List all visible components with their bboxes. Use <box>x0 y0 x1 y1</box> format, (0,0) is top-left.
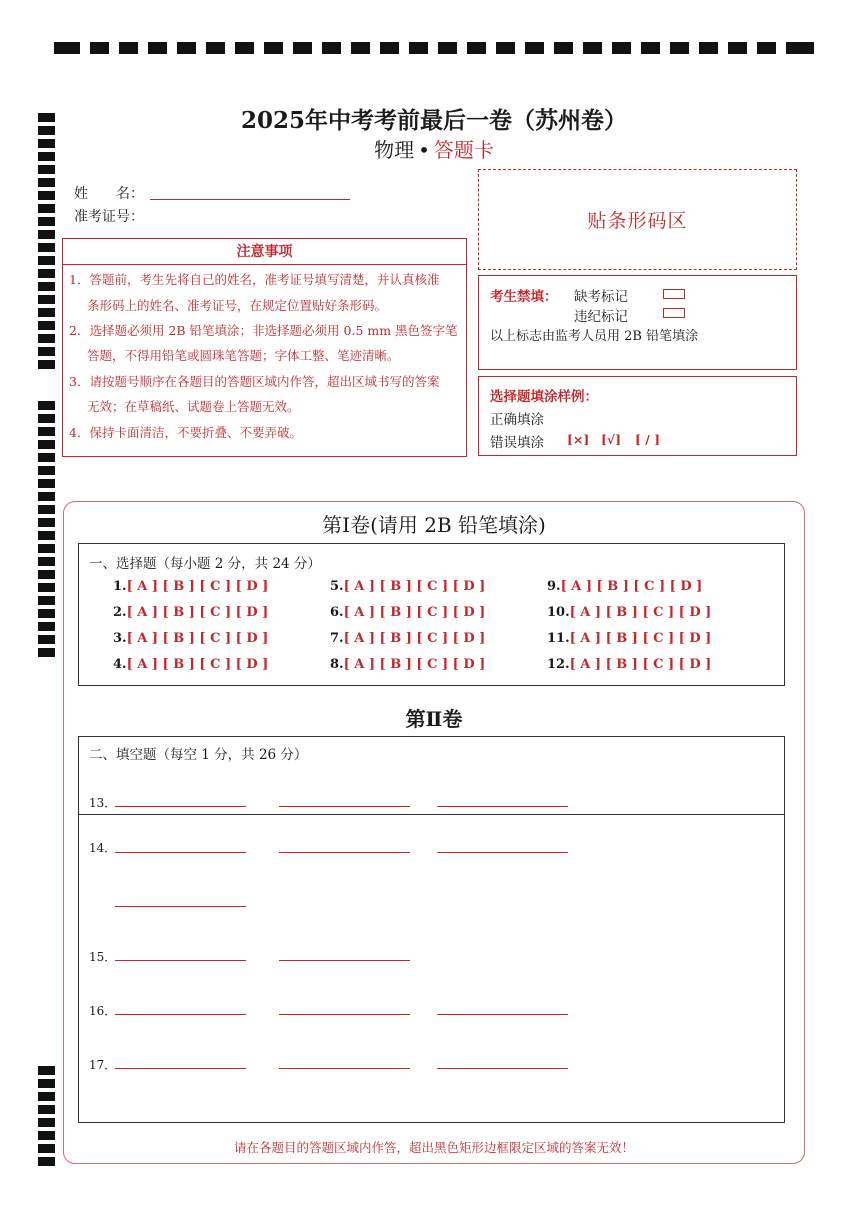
barcode-label: 贴条形码区 <box>587 210 688 232</box>
timing-mark <box>38 1066 55 1075</box>
timing-mark <box>554 42 573 54</box>
answer-options[interactable]: [ A ] [ B ] [ C ] [ D ] <box>560 579 703 594</box>
timing-mark <box>409 42 428 54</box>
timing-mark <box>38 544 55 553</box>
timing-mark <box>38 191 55 200</box>
answer-options[interactable]: [ A ] [ B ] [ C ] [ D ] <box>569 605 712 620</box>
notice-item: 条形码上的姓名、准考证号，在规定位置贴好条形码。 <box>87 298 388 313</box>
name-field[interactable] <box>150 199 350 200</box>
answer-blank[interactable] <box>115 906 246 907</box>
wrong-fill-label: 错误填涂 <box>490 435 544 451</box>
timing-mark <box>38 1105 55 1114</box>
answer-options[interactable]: [ A ] [ B ] [ C ] [ D ] <box>569 657 712 672</box>
top-timing-marks <box>54 42 814 56</box>
answer-blank[interactable] <box>115 806 246 807</box>
timing-mark <box>38 466 55 475</box>
timing-mark <box>38 492 55 501</box>
timing-mark <box>38 453 55 462</box>
choice-question <box>113 657 268 672</box>
timing-mark <box>38 1118 55 1127</box>
timing-mark <box>38 282 55 291</box>
choice-question <box>330 579 485 594</box>
choice-question <box>547 605 711 620</box>
answer-options[interactable]: [ A ] [ B ] [ C ] [ D ] <box>126 657 269 672</box>
question-number: 5. <box>330 579 344 594</box>
absent-mark-box[interactable] <box>663 289 685 299</box>
answer-blank[interactable] <box>437 852 568 853</box>
timing-mark <box>38 217 55 226</box>
answer-blank[interactable] <box>437 1014 568 1015</box>
question-number: 8. <box>330 657 344 672</box>
violation-mark-label: 违纪标记 <box>574 309 628 325</box>
timing-mark <box>757 42 776 54</box>
forbidden-heading: 考生禁填： <box>490 289 558 305</box>
timing-mark <box>38 401 55 410</box>
timing-mark <box>322 42 341 54</box>
timing-mark <box>670 42 689 54</box>
answer-options[interactable]: [ A ] [ B ] [ C ] [ D ] <box>343 657 486 672</box>
timing-mark <box>38 635 55 644</box>
part1-title: 第Ⅰ卷(请用 2B 铅笔填涂) <box>322 513 546 537</box>
forbidden-note: 以上标志由监考人员用 2B 铅笔填涂 <box>490 329 699 344</box>
timing-mark <box>38 204 55 213</box>
notice-item: 1．答题前，考生先将自己的姓名，准考证号填写清楚，并认真核准 <box>69 272 440 287</box>
timing-mark <box>496 42 515 54</box>
forbidden-box <box>478 275 797 370</box>
timing-mark <box>38 256 55 265</box>
timing-mark <box>293 42 312 54</box>
answer-options[interactable]: [ A ] [ B ] [ C ] [ D ] <box>343 631 486 646</box>
sample-heading: 选择题填涂样例： <box>490 389 598 405</box>
answer-options[interactable]: [ A ] [ B ] [ C ] [ D ] <box>343 579 486 594</box>
answer-blank[interactable] <box>115 852 246 853</box>
notice-item: 答题，不得用铅笔或圆珠笔答题；字体工整、笔迹清晰。 <box>87 348 400 363</box>
question-number: 4. <box>113 657 127 672</box>
question-number: 10. <box>547 605 570 620</box>
timing-mark <box>38 479 55 488</box>
footer-warning: 请在各题目的答题区域内作答，超出黑色矩形边框限定区域的答案无效！ <box>233 1140 634 1155</box>
timing-mark <box>38 427 55 436</box>
answer-blank[interactable] <box>437 1068 568 1069</box>
question-number: 7. <box>330 631 344 646</box>
question-number: 9. <box>547 579 561 594</box>
wrong-mark-sample: [ / ] <box>635 432 661 447</box>
violation-mark-box[interactable] <box>663 308 685 318</box>
timing-mark <box>206 42 225 54</box>
answer-blank[interactable] <box>279 960 410 961</box>
question-number: 3. <box>113 631 127 646</box>
timing-mark <box>786 42 814 54</box>
question-number: 13． <box>89 796 117 810</box>
timing-mark <box>525 42 544 54</box>
timing-mark <box>177 42 196 54</box>
timing-mark <box>38 583 55 592</box>
timing-mark <box>612 42 631 54</box>
timing-mark <box>38 295 55 304</box>
timing-mark <box>467 42 486 54</box>
subtitle-separator: • <box>418 138 430 162</box>
timing-mark <box>38 440 55 449</box>
answer-options[interactable]: [ A ] [ B ] [ C ] [ D ] <box>126 605 269 620</box>
answer-blank[interactable] <box>115 1068 246 1069</box>
choice-question <box>547 631 711 646</box>
timing-mark <box>38 165 55 174</box>
timing-mark <box>119 42 138 54</box>
timing-mark <box>351 42 370 54</box>
timing-mark <box>54 42 80 54</box>
timing-mark <box>38 1157 55 1166</box>
absent-mark-label: 缺考标记 <box>574 289 628 305</box>
timing-mark <box>264 42 283 54</box>
answer-options[interactable]: [ A ] [ B ] [ C ] [ D ] <box>343 605 486 620</box>
choice-question <box>547 657 711 672</box>
subject-name: 物理 <box>374 138 415 162</box>
choice-section-label: 一、选择题（每小题 2 分，共 24 分） <box>89 556 321 572</box>
timing-mark <box>699 42 718 54</box>
timing-mark <box>38 1079 55 1088</box>
fill-section <box>78 736 785 1123</box>
timing-mark <box>235 42 254 54</box>
question-number: 14． <box>89 841 117 855</box>
notice-box <box>62 264 467 457</box>
timing-mark <box>380 42 399 54</box>
notice-item: 无效；在草稿纸、试题卷上答题无效。 <box>87 399 300 414</box>
timing-mark <box>148 42 167 54</box>
answer-blank[interactable] <box>279 1068 410 1069</box>
answer-blank[interactable] <box>279 806 410 807</box>
answer-options[interactable]: [ A ] [ B ] [ C ] [ D ] <box>126 631 269 646</box>
timing-mark <box>38 648 55 657</box>
wrong-mark-sample: [×] <box>567 432 590 447</box>
timing-mark <box>38 243 55 252</box>
question-number: 15． <box>89 950 117 964</box>
answer-blank[interactable] <box>437 806 568 807</box>
choice-question <box>330 657 485 672</box>
timing-mark <box>38 321 55 330</box>
timing-mark <box>38 414 55 423</box>
exam-id-label: 准考证号： <box>74 209 144 225</box>
barcode-area <box>478 169 797 270</box>
question-number: 17． <box>89 1058 117 1072</box>
timing-mark <box>90 42 109 54</box>
question-number: 16． <box>89 1004 117 1018</box>
timing-mark <box>38 570 55 579</box>
question-number: 11. <box>547 631 570 646</box>
answer-blank[interactable] <box>115 960 246 961</box>
answer-blank[interactable] <box>279 852 410 853</box>
question-number: 2. <box>113 605 127 620</box>
fill-sample-box <box>478 376 797 456</box>
timing-mark <box>38 609 55 618</box>
timing-mark <box>38 596 55 605</box>
part2-title: 第Ⅱ卷 <box>405 707 463 731</box>
notice-item: 3．请按题号顺序在各题目的答题区域内作答，超出区域书写的答案 <box>69 374 440 389</box>
correct-fill-label: 正确填涂 <box>490 412 544 428</box>
page-title: 2025年中考考前最后一卷（苏州卷） <box>240 107 627 134</box>
choice-question <box>330 605 485 620</box>
answer-options[interactable]: [ A ] [ B ] [ C ] [ D ] <box>126 579 269 594</box>
timing-mark <box>38 334 55 343</box>
choice-question <box>113 605 268 620</box>
timing-mark <box>728 42 747 54</box>
answer-blank[interactable] <box>115 1014 246 1015</box>
exam-id-field[interactable] <box>150 204 460 226</box>
section-divider <box>78 814 785 815</box>
timing-mark <box>583 42 602 54</box>
question-number: 1. <box>113 579 127 594</box>
answer-blank[interactable] <box>279 1014 410 1015</box>
timing-mark <box>641 42 660 54</box>
wrong-mark-sample: [√] <box>601 432 622 447</box>
question-number: 6. <box>330 605 344 620</box>
timing-mark <box>38 230 55 239</box>
timing-mark <box>38 622 55 631</box>
timing-mark <box>38 178 55 187</box>
notice-heading: 注意事项 <box>62 238 467 265</box>
notice-item: 2．选择题必须用 2B 铅笔填涂；非选择题必须用 0.5 mm 黑色签字笔 <box>69 323 458 338</box>
choice-question <box>330 631 485 646</box>
notice-item: 4．保持卡面清洁，不要折叠、不要弄破。 <box>69 425 302 440</box>
card-name: 答题卡 <box>433 138 494 162</box>
timing-mark <box>38 347 55 356</box>
answer-options[interactable]: [ A ] [ B ] [ C ] [ D ] <box>569 631 712 646</box>
timing-mark <box>38 269 55 278</box>
timing-mark <box>38 308 55 317</box>
choice-question <box>547 579 702 594</box>
question-number: 12. <box>547 657 570 672</box>
page-subtitle <box>0 134 868 163</box>
choice-question <box>113 631 268 646</box>
timing-mark <box>38 1092 55 1101</box>
fill-section-label: 二、填空题（每空 1 分，共 26 分） <box>89 747 308 763</box>
name-label: 姓 名： <box>74 186 144 202</box>
choice-question <box>113 579 268 594</box>
timing-mark <box>438 42 457 54</box>
timing-mark <box>38 557 55 566</box>
timing-mark <box>38 360 55 369</box>
